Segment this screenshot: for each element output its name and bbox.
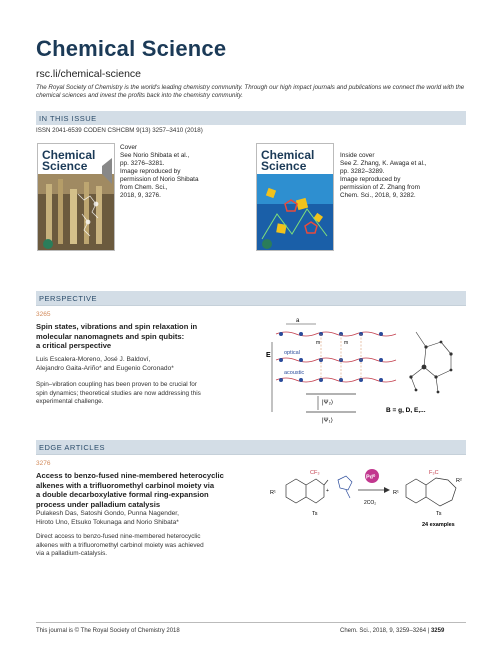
scheme-r1-product: R¹ xyxy=(393,490,399,496)
scheme-ts: Ts xyxy=(312,511,318,517)
scheme-r2: R² xyxy=(456,478,462,484)
perspective-page-number[interactable]: 3265 xyxy=(36,311,51,318)
footer-divider xyxy=(36,622,466,623)
edge-article-title[interactable]: Access to benzo-fused nine-membered heterocyclic alkenes with a trifluoromethyl carbinol moiety via a double decarboxylative formal ring-expansion process under palladium catalysis xyxy=(36,471,224,509)
footer-page-number: 3259 xyxy=(430,628,445,634)
cover-artwork xyxy=(38,144,115,251)
footer-citation: Chem. Sci., 2018, 9, 3259–3264 | 3259 xyxy=(340,628,445,634)
scheme-r1: R¹ xyxy=(270,490,276,496)
figure-psi1: |Ψ₁⟩ xyxy=(322,418,333,424)
perspective-figure xyxy=(266,312,466,432)
inside-cover-description: Inside cover See Z. Zhang, K. Awaga et al., pp. 3282–3289. Image reproduced by permission of Z. Zhang from Chem. Sci., 2018, 9, 3282. xyxy=(340,152,427,199)
edge-page-number[interactable]: 3276 xyxy=(36,460,51,467)
scheme-plus: + xyxy=(326,488,329,494)
scheme-f3c: F₃C xyxy=(429,470,439,476)
section-heading-perspective: PERSPECTIVE xyxy=(36,291,466,305)
figure-label-optical: optical xyxy=(284,350,300,356)
issn-line: ISSN 2041-6539 CODEN CSHCBM 9(13) 3257–3410 (2018) xyxy=(36,127,203,134)
scheme-ts-product: Ts xyxy=(436,511,442,517)
reaction-scheme xyxy=(266,460,466,535)
footer-copyright: This journal is © The Royal Society of Chemistry 2018 xyxy=(36,628,180,634)
figure-field-label: B = g, D, E,... xyxy=(386,407,426,414)
journal-title: Chemical Science xyxy=(36,36,227,61)
figure-energy-label: E xyxy=(266,352,271,359)
figure-label-m2: m xyxy=(344,340,349,346)
edge-article-abstract: Direct access to benzo-fused nine-membered heterocyclic alkenes with a trifluoromethyl carbinol moiety was achieved via a palladium-catalysis. xyxy=(36,533,204,557)
cover-description: Cover See Norio Shibata et al., pp. 3276–3281. Image reproduced by permission of Norio Shibata from Chem. Sci., 2018, 9, 3276. xyxy=(120,144,199,199)
figure-label-a: a xyxy=(296,318,300,324)
edge-article-authors: Pulakesh Das, Satoshi Gondo, Punna Nagender, Hiroto Uno, Etsuko Tokunaga and Norio Shibata* xyxy=(36,510,179,526)
inside-cover-thumbnail[interactable] xyxy=(256,143,334,251)
figure-label-m1: m xyxy=(316,340,321,346)
journal-url[interactable]: rsc.li/chemical-science xyxy=(36,68,142,80)
divider xyxy=(36,305,466,306)
perspective-abstract: Spin–vibration coupling has been proven to be crucial for spin dynamics; theoretical studies are now addressing this experimental challenge. xyxy=(36,381,201,405)
inside-cover-artwork xyxy=(257,144,334,251)
divider xyxy=(36,454,466,455)
figure-label-acoustic: acoustic xyxy=(284,370,305,376)
figure-psi2: |Ψ₂⟩ xyxy=(322,400,334,406)
cover-thumb-title: Chemical Science xyxy=(42,148,96,173)
scheme-co2: 2CO₂ xyxy=(364,500,377,506)
cover-thumbnail[interactable] xyxy=(37,143,115,251)
inside-cover-thumb-title: Chemical Science xyxy=(261,148,315,173)
section-heading-in-this-issue: IN THIS ISSUE xyxy=(36,111,466,125)
journal-blurb: The Royal Society of Chemistry is the world's leading chemistry community. Through our high impact journals and publications we connect the world with the chemical sciences and invest the profits back into the chemistry community. xyxy=(36,84,465,99)
perspective-title[interactable]: Spin states, vibrations and spin relaxation in molecular nanomagnets and spin qubits: a critical perspective xyxy=(36,322,198,350)
section-heading-edge-articles: EDGE ARTICLES xyxy=(36,440,466,454)
perspective-authors: Luis Escalera-Moreno, José J. Baldoví, Alejandro Gaita-Ariño* and Eugenio Coronado* xyxy=(36,356,174,372)
scheme-cf3: CF₃ xyxy=(310,470,320,476)
scheme-examples: 24 examples xyxy=(422,522,455,528)
scheme-pd: Pd⁰ xyxy=(366,474,376,481)
